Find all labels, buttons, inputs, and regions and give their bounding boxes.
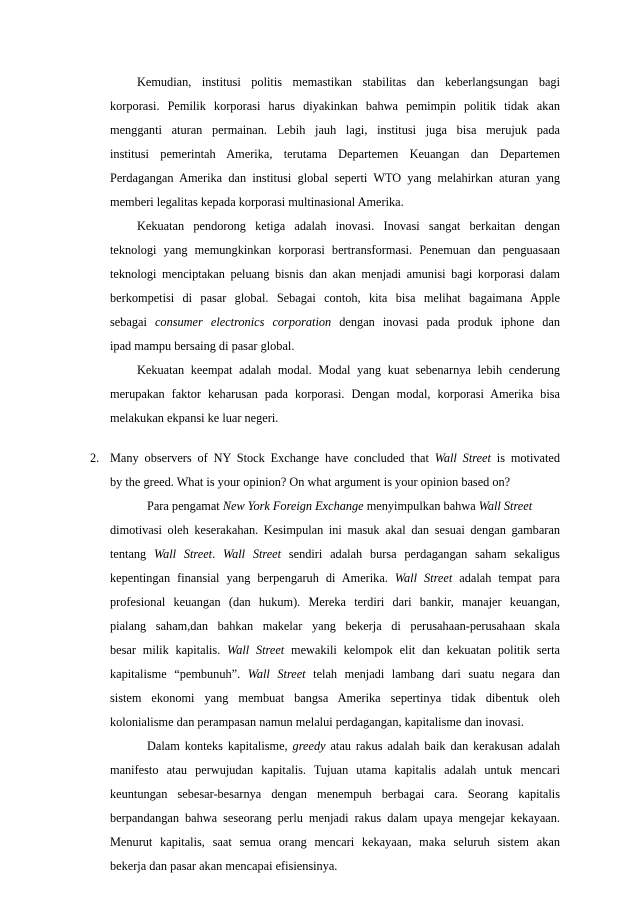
- question-line: by the greed. What is your opinion? On what argument is your opinion based on?: [110, 475, 511, 489]
- italic-term: Wall Street: [394, 571, 453, 585]
- paragraph-line: profesional keuangan (dan hukum). Mereka terdiri dari bankir, manajer keuangan,: [110, 595, 560, 609]
- paragraph-line: manifesto atau perwujudan kapitalis. Tujuan utama kapitalis adalah untuk mencari: [110, 763, 560, 777]
- paragraph-line: berkompetisi di pasar global. Sebagai contoh, kita bisa melihat bagaimana Apple: [110, 291, 560, 305]
- text-run: Para pengamat: [147, 499, 223, 513]
- text-run: telah menjadi lambang dari suatu negara dan: [305, 667, 560, 681]
- italic-term: Wall Street: [478, 499, 533, 513]
- paragraph-line: [147, 498, 560, 514]
- text-run: sebagai: [110, 315, 155, 329]
- paragraph-line: merupakan faktor keharusan pada korporasi. Dengan modal, korporasi Amerika bisa: [110, 387, 560, 401]
- text-run: .: [212, 547, 223, 561]
- paragraph-line: dimotivasi oleh keserakahan. Kesimpulan ini masuk akal dan sesuai dengan gambaran: [110, 523, 560, 537]
- text-run: kapitalisme “pembunuh”.: [110, 667, 248, 681]
- text-run: sendiri adalah bursa perdagangan saham sekaligus: [281, 547, 560, 561]
- text-run: Dalam konteks kapitalisme,: [147, 739, 293, 753]
- paragraph-line: sistem ekonomi yang membuat bangsa Amerika sepertinya tidak dibentuk oleh: [110, 691, 560, 705]
- italic-term: Wall Street: [153, 547, 213, 561]
- text-run: Many observers of NY Stock Exchange have concluded that: [110, 451, 435, 465]
- italic-term: consumer electronics corporation: [154, 315, 332, 329]
- paragraph-line: [110, 314, 560, 330]
- paragraph-line: [110, 546, 560, 562]
- paragraph-line: pialang saham,dan bahkan makelar yang bekerja di perusahaan-perusahaan skala: [110, 619, 560, 633]
- text-run: is motivated: [490, 451, 561, 465]
- paragraph-line: keuntungan sebesar-besarnya dengan menempuh berbagai cara. Seorang kapitalis: [110, 787, 560, 801]
- paragraph-line: institusi pemerintah Amerika, terutama Departemen Keuangan dan Departemen: [110, 147, 560, 161]
- text-run: adalah tempat para: [452, 571, 560, 585]
- italic-term: Wall Street: [434, 451, 491, 465]
- text-run: kepentingan finansial yang berpengaruh di Amerika.: [110, 571, 395, 585]
- text-run: mewakili kelompok elit dan kekuatan politik serta: [284, 643, 560, 657]
- paragraph-line: [110, 666, 560, 682]
- paragraph-line: [110, 642, 560, 658]
- paragraph-line: Kekuatan pendorong ketiga adalah inovasi. Inovasi sangat berkaitan dengan: [137, 219, 560, 233]
- italic-term: Wall Street: [227, 643, 285, 657]
- paragraph-line: teknologi yang memungkinkan korporasi bertransformasi. Penemuan dan penguasaan: [110, 243, 560, 257]
- paragraph-line: kolonialisme dan perampasan namun melalui perdagangan, kapitalisme dan inovasi.: [110, 715, 524, 729]
- italic-term: Wall Street: [222, 547, 282, 561]
- italic-term: greedy: [292, 739, 326, 753]
- text-run: atau rakus adalah baik dan kerakusan adalah: [325, 739, 561, 753]
- paragraph-line: Kemudian, institusi politis memastikan stabilitas dan keberlangsungan bagi: [137, 75, 560, 89]
- paragraph-line: ipad mampu bersaing di pasar global.: [110, 339, 295, 353]
- paragraph-line: Kekuatan keempat adalah modal. Modal yang kuat sebenarnya lebih cenderung: [137, 363, 560, 377]
- paragraph-line: Perdagangan Amerika dan institusi global seperti WTO yang melahirkan aturan yang: [110, 171, 560, 185]
- paragraph-line: [110, 570, 560, 586]
- text-run: menyimpulkan bahwa: [363, 499, 479, 513]
- paragraph-line: [147, 738, 560, 754]
- paragraph-line: korporasi. Pemilik korporasi harus diyakinkan bahwa pemimpin politik tidak akan: [110, 99, 560, 113]
- paragraph-line: mengganti aturan permainan. Lebih jauh lagi, institusi juga bisa merujuk pada: [110, 123, 560, 137]
- paragraph-line: memberi legalitas kepada korporasi multinasional Amerika.: [110, 195, 404, 209]
- italic-term: New York Foreign Exchange: [222, 499, 364, 513]
- text-run: besar milik kapitalis.: [110, 643, 228, 657]
- list-number: 2.: [90, 451, 100, 465]
- paragraph-line: Menurut kapitalis, saat semua orang mencari kekayaan, maka seluruh sistem akan: [110, 835, 560, 849]
- text-run: tentang: [110, 547, 154, 561]
- paragraph-line: bekerja dan pasar akan mencapai efisiensinya.: [110, 859, 338, 873]
- text-run: dengan inovasi pada produk iphone dan: [331, 315, 561, 329]
- paragraph-line: melakukan ekpansi ke luar negeri.: [110, 411, 279, 425]
- paragraph-line: teknologi menciptakan peluang bisnis dan akan menjadi amunisi bagi korporasi dalam: [110, 267, 560, 281]
- italic-term: Wall Street: [247, 667, 306, 681]
- paragraph-line: berpandangan bahwa seseorang perlu menjadi rakus dalam upaya mengejar kekayaan.: [110, 811, 560, 825]
- question-line: [110, 450, 560, 466]
